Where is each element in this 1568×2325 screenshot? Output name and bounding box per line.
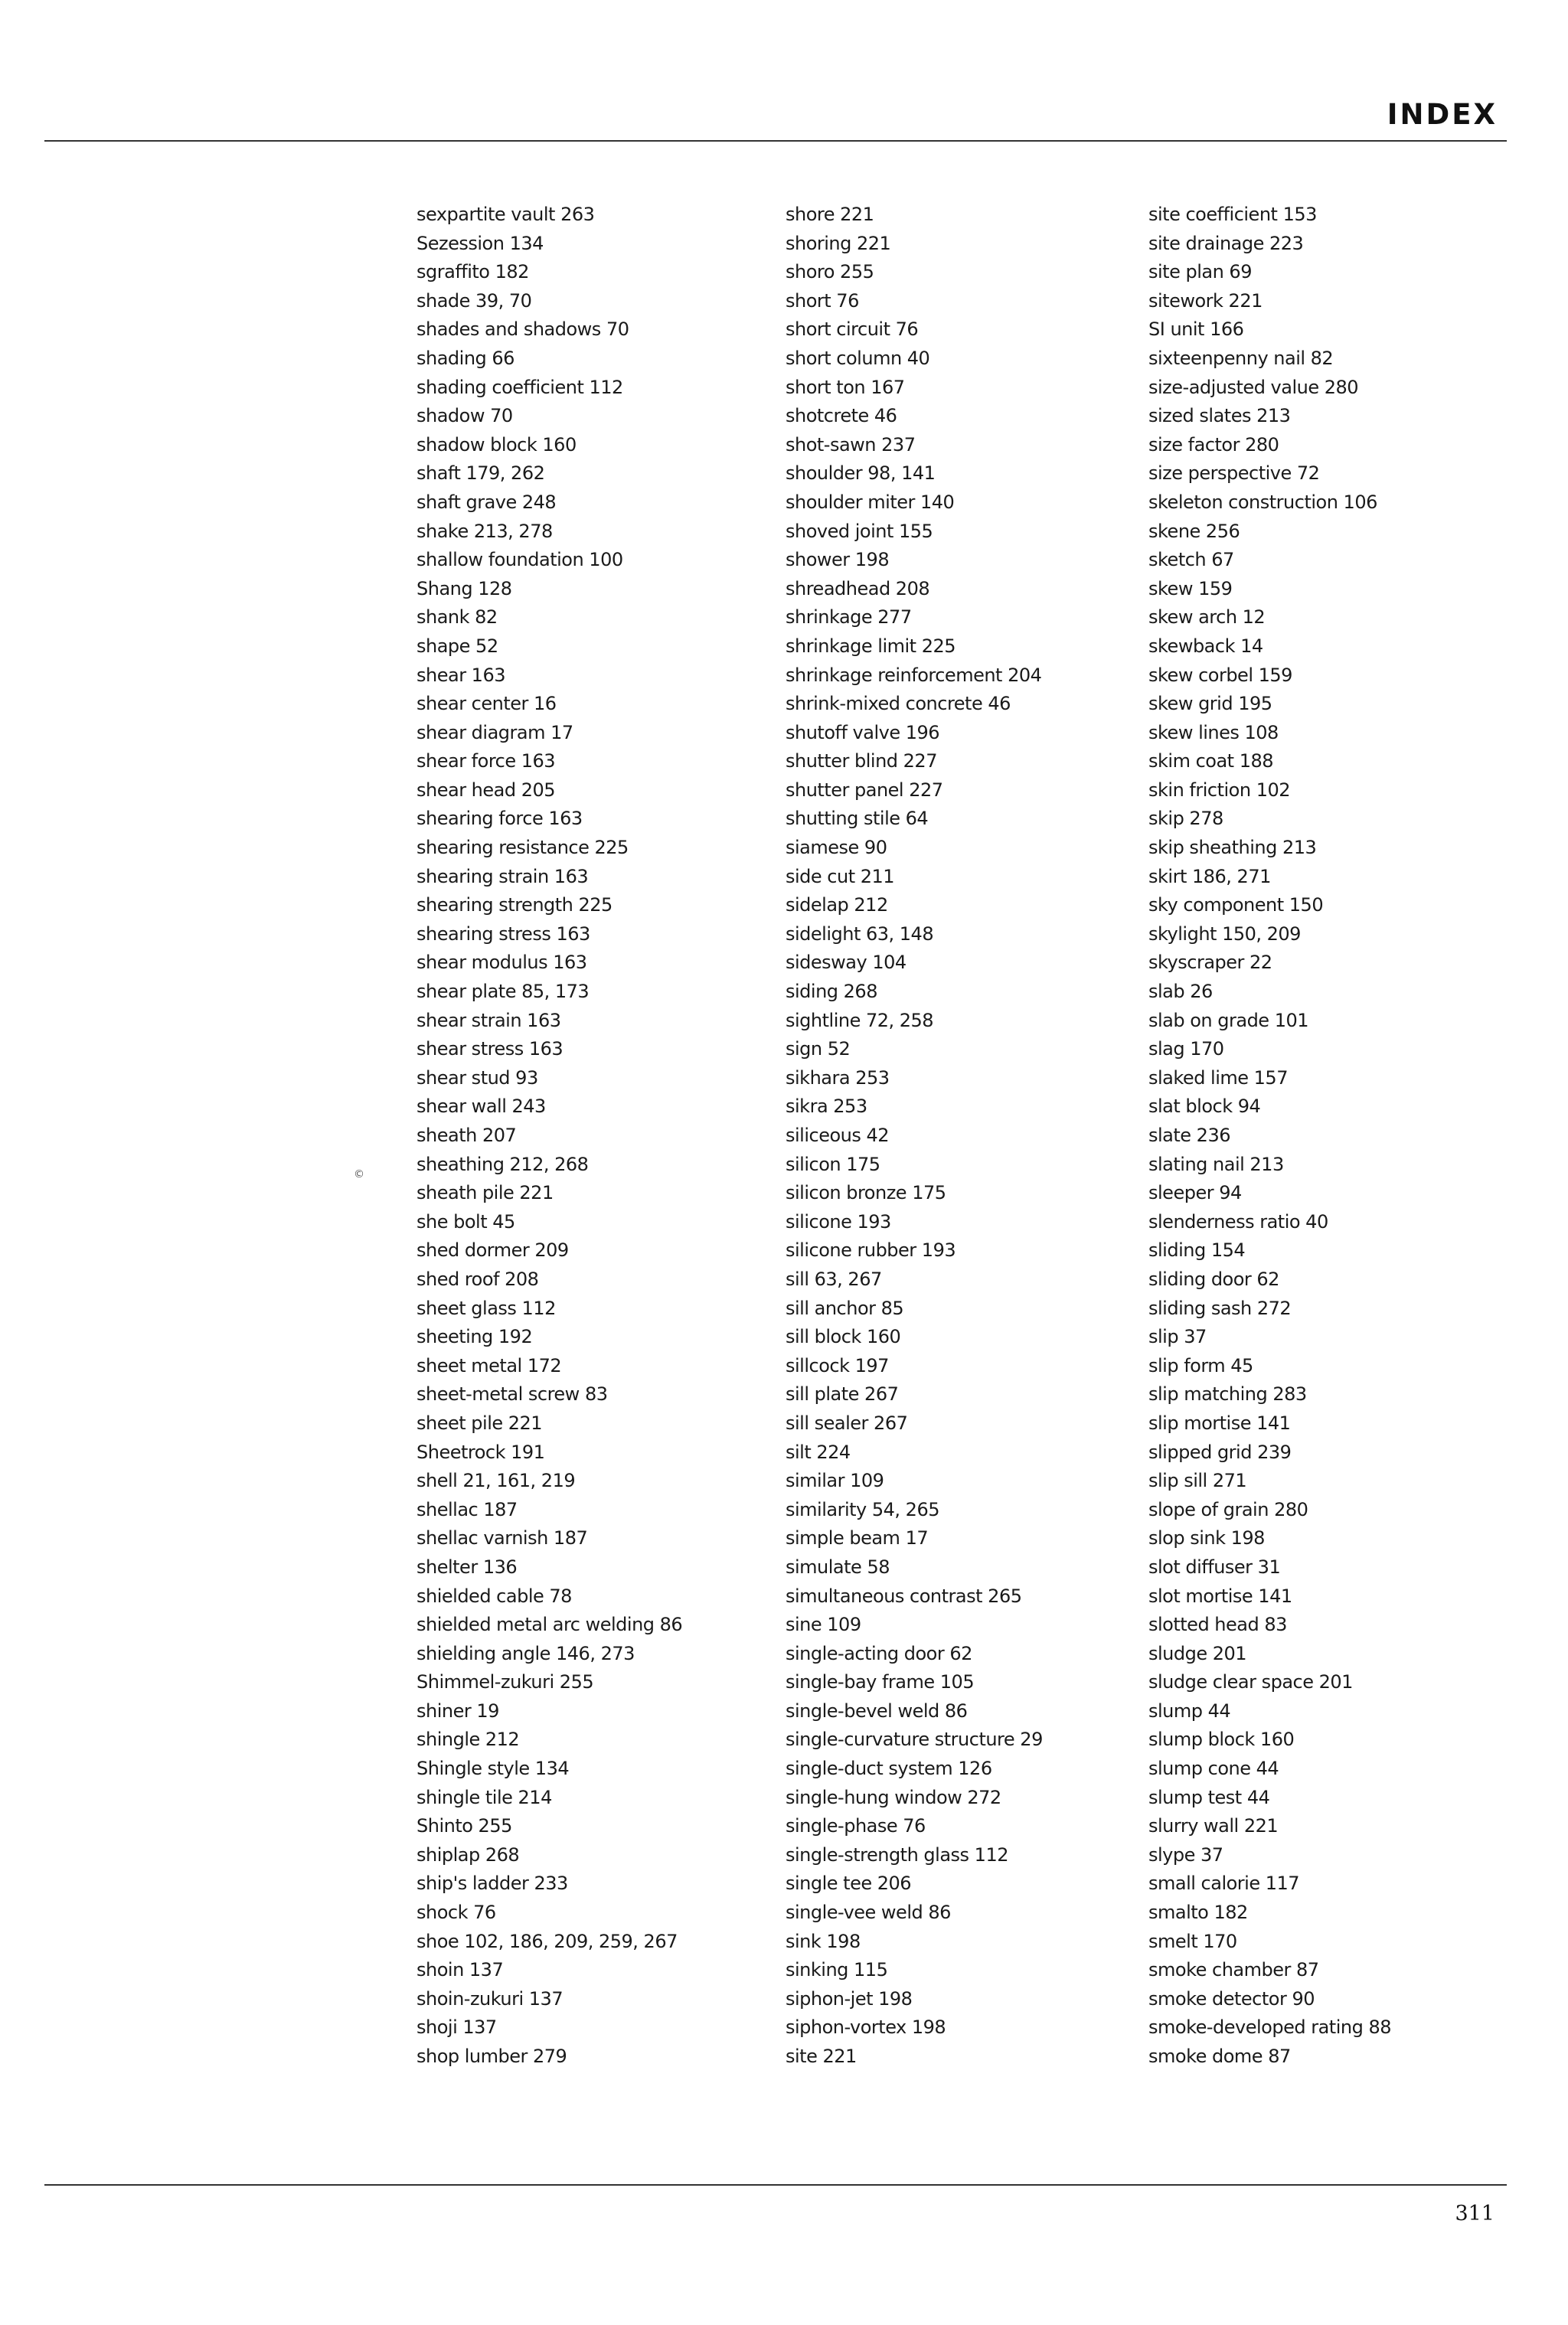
index-entry: Sezession 134: [416, 232, 544, 254]
index-entry: shed dormer 209: [416, 1239, 569, 1262]
index-entry: simple beam 17: [786, 1527, 929, 1549]
index-entry: short 76: [786, 289, 859, 312]
index-entry: single-phase 76: [786, 1815, 926, 1837]
index-column-1: [416, 201, 682, 2072]
index-entry: sidelight 63, 148: [786, 922, 934, 945]
index-entry: sill 63, 267: [786, 1268, 882, 1290]
index-entry: sikra 253: [786, 1096, 867, 1118]
index-entry: smalto 182: [1148, 1902, 1248, 1924]
index-entry: sightline 72, 258: [786, 1009, 934, 1031]
index-entry: shingle 212: [416, 1729, 520, 1751]
index-entry: single-strength glass 112: [786, 1843, 1008, 1866]
index-entry: ship's ladder 233: [416, 1873, 568, 1895]
index-entry: skew 159: [1148, 577, 1233, 599]
index-entry: slag 170: [1148, 1038, 1224, 1060]
index-entry: silt 224: [786, 1441, 851, 1463]
index-entry: similar 109: [786, 1470, 884, 1492]
index-entry: sink 198: [786, 1930, 861, 1952]
index-entry: shear center 16: [416, 693, 557, 715]
index-entry: slenderness ratio 40: [1148, 1210, 1328, 1233]
index-entry: shot-sawn 237: [786, 433, 916, 456]
index-column-2: [786, 201, 1043, 2072]
index-entry: slipped grid 239: [1148, 1441, 1292, 1463]
index-entry: smoke dome 87: [1148, 2046, 1291, 2067]
index-entry: smoke detector 90: [1148, 1987, 1315, 2010]
index-entry: shutter panel 227: [786, 779, 943, 801]
index-entry: site plan 69: [1148, 261, 1252, 283]
index-entry: single-bay frame 105: [786, 1671, 975, 1693]
index-entry: single-hung window 272: [786, 1786, 1001, 1808]
index-entry: silicon 175: [786, 1153, 880, 1175]
index-entry: shrinkage limit 225: [786, 635, 956, 657]
index-entry: Shingle style 134: [416, 1758, 570, 1780]
index-entry: silicone 193: [786, 1210, 891, 1233]
index-entry: slope of grain 280: [1148, 1498, 1308, 1520]
index-entry: slip matching 283: [1148, 1383, 1307, 1406]
index-entry: slurry wall 221: [1148, 1815, 1279, 1837]
index-entry: shearing stress 163: [416, 922, 590, 945]
index-entry: sgraffito 182: [416, 261, 529, 283]
index-entry: sliding door 62: [1148, 1268, 1279, 1290]
index-entry: site drainage 223: [1148, 232, 1304, 254]
index-entry: sine 109: [786, 1614, 861, 1636]
index-entry: skew arch 12: [1148, 606, 1266, 629]
index-entry: single-duct system 126: [786, 1758, 992, 1780]
index-entry: shoin-zukuri 137: [416, 1987, 564, 2010]
index-entry: skew lines 108: [1148, 721, 1279, 743]
index-entry: sign 52: [786, 1038, 851, 1060]
index-column-3: [1148, 201, 1391, 2072]
index-entry: single-curvature structure 29: [786, 1729, 1043, 1751]
index-entry: sheet-metal screw 83: [416, 1383, 608, 1406]
index-entry: sill sealer 267: [786, 1412, 908, 1434]
index-entry: simultaneous contrast 265: [786, 1585, 1022, 1607]
index-entry: shoe 102, 186, 209, 259, 267: [416, 1930, 678, 1952]
index-entry: size-adjusted value 280: [1148, 376, 1359, 398]
index-entry: slip form 45: [1148, 1354, 1253, 1376]
index-entry: shellac 187: [416, 1498, 518, 1520]
index-entry: shear diagram 17: [416, 721, 573, 743]
index-entry: shear strain 163: [416, 1009, 561, 1031]
index-entry: shoin 137: [416, 1959, 504, 1981]
index-entry: siliceous 42: [786, 1125, 890, 1146]
index-entry: slop sink 198: [1148, 1527, 1265, 1549]
index-entry: siding 268: [786, 981, 877, 1003]
index-entry: single-acting door 62: [786, 1642, 972, 1664]
index-entry: skylight 150, 209: [1148, 922, 1301, 945]
index-entry: single-bevel weld 86: [786, 1700, 968, 1722]
index-entry: skene 256: [1148, 520, 1240, 542]
index-entry: siphon-vortex 198: [786, 2016, 946, 2039]
index-entry: shearing resistance 225: [416, 837, 629, 859]
index-entry: silicon bronze 175: [786, 1182, 946, 1204]
index-entry: shoring 221: [786, 232, 891, 254]
index-entry: sludge 201: [1148, 1642, 1247, 1664]
index-entry: Sheetrock 191: [416, 1441, 545, 1463]
index-entry: sheath pile 221: [416, 1182, 554, 1204]
index-entry: shear wall 243: [416, 1096, 546, 1118]
index-entry: sheathing 212, 268: [416, 1153, 589, 1175]
index-entry: sitework 221: [1148, 289, 1263, 312]
index-entry: sheath 207: [416, 1125, 517, 1146]
index-entry: slab on grade 101: [1148, 1009, 1309, 1031]
index-entry: short circuit 76: [786, 318, 919, 341]
index-entry: slump cone 44: [1148, 1758, 1279, 1780]
index-entry: Shinto 255: [416, 1815, 512, 1837]
index-entry: single-vee weld 86: [786, 1902, 951, 1924]
index-entry: smoke-developed rating 88: [1148, 2016, 1391, 2039]
index-entry: siamese 90: [786, 837, 887, 859]
index-entry: shading coefficient 112: [416, 376, 623, 398]
index-entry: shutting stile 64: [786, 808, 929, 830]
index-entry: sidelap 212: [786, 894, 888, 916]
index-entry: shore 221: [786, 204, 874, 225]
index-entry: shielding angle 146, 273: [416, 1642, 635, 1664]
index-entry: shreadhead 208: [786, 577, 930, 599]
index-entry: size factor 280: [1148, 433, 1279, 456]
index-entry: shape 52: [416, 635, 498, 657]
index-entry: slype 37: [1148, 1843, 1223, 1866]
index-entry: sheet metal 172: [416, 1354, 562, 1376]
index-entry: slip 37: [1148, 1326, 1207, 1348]
index-entry: shading 66: [416, 347, 514, 369]
index-entry: sikhara 253: [786, 1066, 890, 1089]
index-entry: SI unit 166: [1148, 318, 1244, 341]
index-entry: sexpartite vault 263: [416, 204, 595, 225]
index-entry: shiner 19: [416, 1700, 499, 1722]
index-entry: shear modulus 163: [416, 952, 587, 974]
header-rule: [44, 140, 1507, 142]
index-entry: shielded metal arc welding 86: [416, 1614, 683, 1636]
index-entry: shear head 205: [416, 779, 556, 801]
index-entry: shoulder miter 140: [786, 491, 955, 513]
index-entry: shake 213, 278: [416, 520, 553, 542]
index-entry: shade 39, 70: [416, 289, 532, 312]
index-entry: sky component 150: [1148, 894, 1324, 916]
index-entry: skew grid 195: [1148, 693, 1272, 715]
page-number: 311: [1455, 2202, 1494, 2225]
index-entry: side cut 211: [786, 865, 895, 887]
index-entry: shingle tile 214: [416, 1786, 552, 1808]
index-entry: small calorie 117: [1148, 1873, 1300, 1895]
index-entry: shed roof 208: [416, 1268, 539, 1290]
index-entry: shutter blind 227: [786, 750, 937, 772]
index-entry: sized slates 213: [1148, 405, 1291, 427]
index-entry: shear stress 163: [416, 1038, 564, 1060]
index-entry: skyscraper 22: [1148, 952, 1272, 974]
index-entry: slump block 160: [1148, 1729, 1295, 1751]
index-entry: Shimmel-zukuri 255: [416, 1671, 594, 1693]
index-entry: skip 278: [1148, 808, 1223, 830]
index-entry: sixteenpenny nail 82: [1148, 347, 1334, 369]
index-entry: shear 163: [416, 664, 505, 686]
index-entry: shear force 163: [416, 750, 556, 772]
index-entry: shiplap 268: [416, 1843, 520, 1866]
index-entry: Shang 128: [416, 577, 512, 599]
index-entry: shallow foundation 100: [416, 549, 623, 571]
index-entry: shoved joint 155: [786, 520, 933, 542]
index-entry: sill block 160: [786, 1326, 901, 1348]
index-entry: sliding 154: [1148, 1239, 1246, 1262]
index-entry: slat block 94: [1148, 1096, 1261, 1118]
index-entry: sheet pile 221: [416, 1412, 543, 1434]
index-entry: shelter 136: [416, 1556, 518, 1578]
index-entry: shrinkage reinforcement 204: [786, 664, 1042, 686]
index-entry: shower 198: [786, 549, 890, 571]
index-entry: slip sill 271: [1148, 1470, 1247, 1492]
index-entry: shaft grave 248: [416, 491, 557, 513]
index-entry: site coefficient 153: [1148, 204, 1317, 225]
index-entry: slate 236: [1148, 1125, 1230, 1146]
index-entry: sliding sash 272: [1148, 1297, 1292, 1319]
index-entry: shrinkage 277: [786, 606, 912, 629]
index-entry: shoulder 98, 141: [786, 462, 936, 485]
index-entry: shielded cable 78: [416, 1585, 572, 1607]
index-entry: sinking 115: [786, 1959, 888, 1981]
index-entry: sleeper 94: [1148, 1182, 1242, 1204]
index-entry: sheeting 192: [416, 1326, 533, 1348]
index-entry: she bolt 45: [416, 1210, 515, 1233]
index-entry: shades and shadows 70: [416, 318, 629, 341]
index-entry: shearing strain 163: [416, 865, 589, 887]
index-entry: sidesway 104: [786, 952, 906, 974]
index-entry: single tee 206: [786, 1873, 912, 1895]
index-entry: shear stud 93: [416, 1066, 538, 1089]
index-entry: shoji 137: [416, 2016, 497, 2039]
index-entry: slump test 44: [1148, 1786, 1270, 1808]
index-entry: slump 44: [1148, 1700, 1231, 1722]
index-entry: skim coat 188: [1148, 750, 1274, 772]
index-entry: slaked lime 157: [1148, 1066, 1288, 1089]
index-entry: sill anchor 85: [786, 1297, 904, 1319]
index-entry: sheet glass 112: [416, 1297, 556, 1319]
index-entry: siphon-jet 198: [786, 1987, 913, 2010]
index-entry: shotcrete 46: [786, 405, 897, 427]
index-entry: skew corbel 159: [1148, 664, 1292, 686]
index-entry: slotted head 83: [1148, 1614, 1287, 1636]
index-entry: shaft 179, 262: [416, 462, 545, 485]
index-entry: shear plate 85, 173: [416, 981, 590, 1003]
index-entry: shop lumber 279: [416, 2046, 567, 2067]
index-entry: short column 40: [786, 347, 930, 369]
index-entry: shutoff valve 196: [786, 721, 940, 743]
scan-mark: ©: [354, 1168, 364, 1180]
index-entry: shoro 255: [786, 261, 874, 283]
index-entry: slab 26: [1148, 981, 1213, 1003]
index-entry: skip sheathing 213: [1148, 837, 1317, 859]
index-entry: smoke chamber 87: [1148, 1959, 1319, 1981]
index-entry: shearing force 163: [416, 808, 583, 830]
index-entry: skewback 14: [1148, 635, 1263, 657]
index-entry: shearing strength 225: [416, 894, 612, 916]
index-entry: silicone rubber 193: [786, 1239, 956, 1262]
index-entry: sketch 67: [1148, 549, 1234, 571]
index-entry: skirt 186, 271: [1148, 865, 1271, 887]
index-entry: slip mortise 141: [1148, 1412, 1291, 1434]
index-entry: shadow 70: [416, 405, 513, 427]
index-entry: sill plate 267: [786, 1383, 899, 1406]
index-entry: shellac varnish 187: [416, 1527, 588, 1549]
index-entry: short ton 167: [786, 376, 905, 398]
index-entry: shell 21, 161, 219: [416, 1470, 576, 1492]
index-entry: simulate 58: [786, 1556, 890, 1578]
index-entry: shank 82: [416, 606, 498, 629]
index-entry: shock 76: [416, 1902, 496, 1924]
index-entry: shrink-mixed concrete 46: [786, 693, 1011, 715]
running-head-title: INDEX: [1387, 98, 1498, 131]
index-entry: sillcock 197: [786, 1354, 889, 1376]
index-entry: smelt 170: [1148, 1930, 1237, 1952]
index-entry: size perspective 72: [1148, 462, 1320, 485]
index-entry: slating nail 213: [1148, 1153, 1284, 1175]
index-entry: skeleton construction 106: [1148, 491, 1377, 513]
footer-rule: [44, 2184, 1507, 2186]
index-entry: site 221: [786, 2046, 857, 2067]
index-entry: skin friction 102: [1148, 779, 1290, 801]
index-entry: similarity 54, 265: [786, 1498, 939, 1520]
index-entry: sludge clear space 201: [1148, 1671, 1353, 1693]
index-entry: slot diffuser 31: [1148, 1556, 1281, 1578]
index-entry: slot mortise 141: [1148, 1585, 1292, 1607]
index-entry: shadow block 160: [416, 433, 577, 456]
